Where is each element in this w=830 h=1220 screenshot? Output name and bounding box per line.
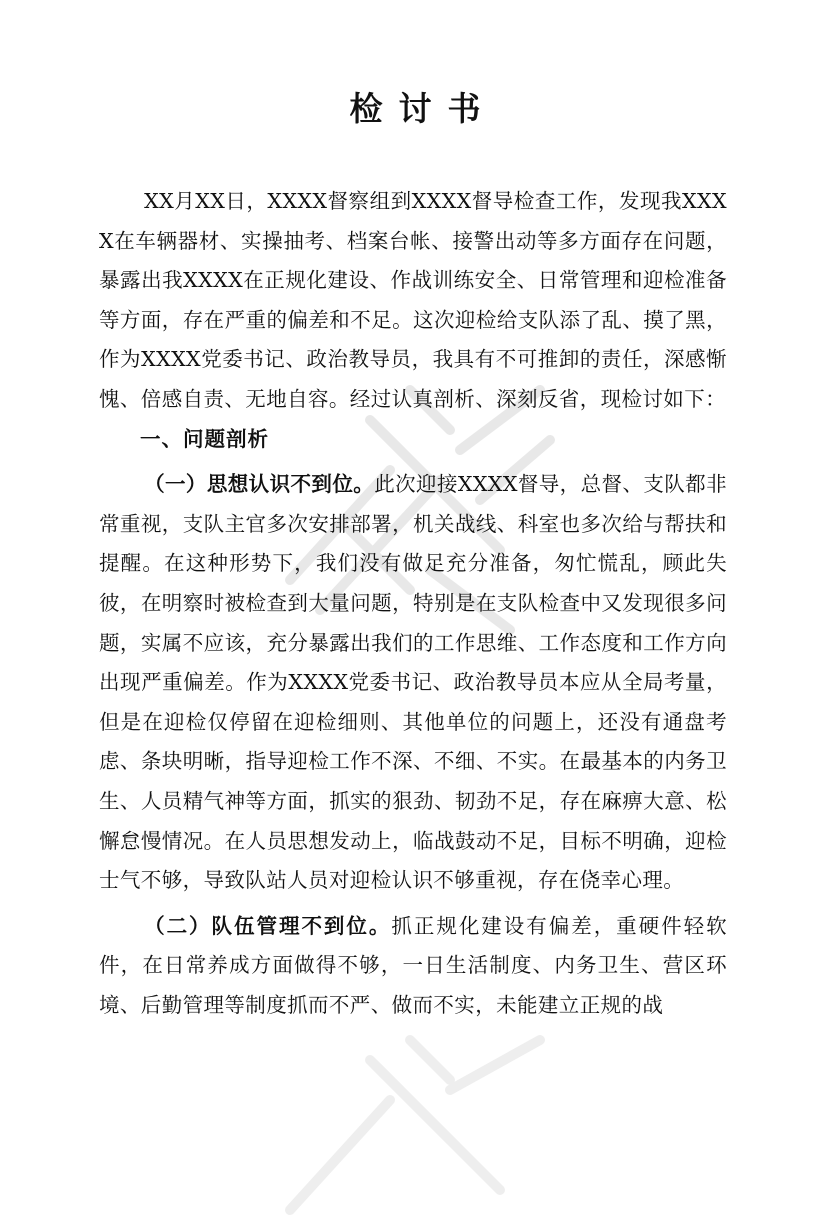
subsection-2-lead: （二）队伍管理不到位。 xyxy=(144,913,392,938)
subsection-1-text: 此次迎接XXXX督导，总督、支队都非常重视，支队主官多次安排部署，机关战线、科室也多次给与帮扶和提醒。在这种形势下，我们没有做足充分准备，匆忙慌乱，顾此失彼，在明察时被检查到大量问题，特别是在支队检查中又发现很多问题，实属不应该，充分暴露出我们的工作思维、工作态度和工作方向出现严重偏差。作为XXXX党委书记、政治教导员本应从全局考量，但是在迎检仅停留在迎检细则、其他单位的问题上，还没有通盘考虑、条块明晰，指导迎检工作不深、不细、不实。在最基本的内务卫生、人员精气神等方面，抓实的狠劲、韧劲不足，存在麻痹大意、松懈怠慢情况。在人员思想发动上，临战鼓动不足，目标不明确，迎检士气不够，导致队站人员对迎检认识不够重视，存在侥幸心理。 xyxy=(99,472,727,893)
subsection-1-paragraph xyxy=(99,465,727,901)
subsection-1-lead: （一）思想认识不到位。 xyxy=(144,472,375,497)
subsection-2-paragraph xyxy=(99,907,727,1026)
intro-paragraph: XX月XX日，XXXX督察组到XXXX督导检查工作，发现我XXXX在车辆器材、实操抽考、档案台帐、接警出动等多方面存在问题，暴露出我XXXX在正规化建设、作战训练安全、日常管理和迎检准备等方面，存在严重的偏差和不足。这次迎检给支队添了乱、摸了黑，作为XXXX党委书记、政治教导员，我具有不可推卸的责任，深感惭愧、倍感自责、无地自容。经过认真剖析、深刻反省，现检讨如下： xyxy=(99,189,727,411)
section-heading: 一、问题剖析 xyxy=(140,426,269,451)
watermark-lower-icon xyxy=(250,1020,580,1220)
subsection-2-text: 抓正规化建设有偏差，重硬件轻软件，在日常养成方面做得不够，一日生活制度、内务卫生、营区环境、后勤管理等制度抓而不严、做而不实，未能建立正规的战 xyxy=(99,913,727,1017)
document-title: 检讨书 xyxy=(349,89,497,128)
document-body xyxy=(99,182,727,1025)
